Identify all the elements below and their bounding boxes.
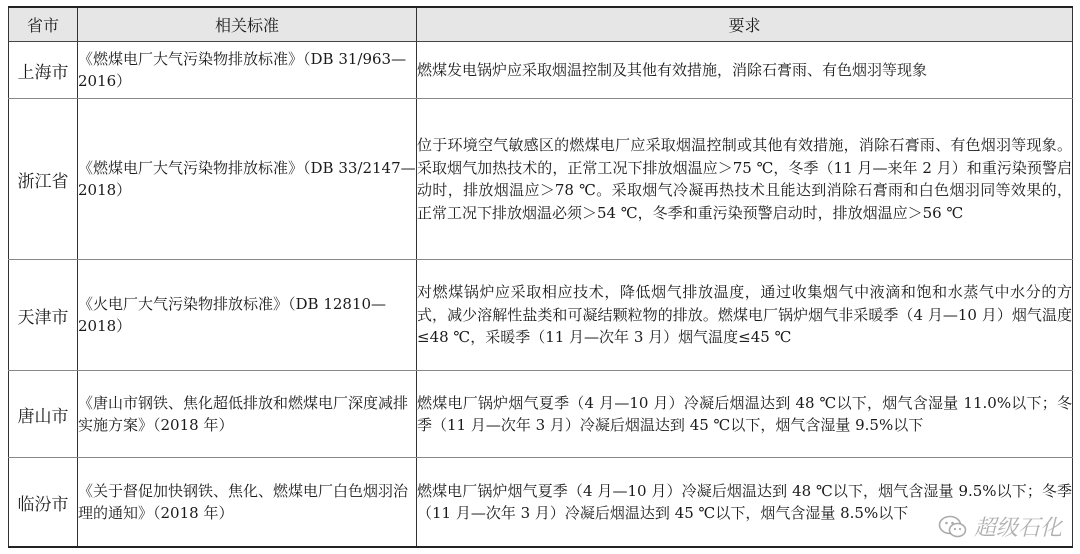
- cell-requirement: 燃煤发电锅炉应采取烟温控制及其他有效措施，消除石膏雨、有色烟羽等现象: [417, 42, 1073, 99]
- header-city: 省市: [9, 7, 78, 42]
- cell-standard: 《关于督促加快钢铁、焦化、燃煤电厂白色烟羽治理的通知》（2018 年）: [78, 458, 417, 548]
- table-row: [9, 99, 1073, 260]
- table-row: [9, 260, 1073, 371]
- table-row: [9, 458, 1073, 548]
- header-standard: 相关标准: [78, 7, 417, 42]
- table-row: [9, 42, 1073, 99]
- table-row: [9, 371, 1073, 458]
- cell-standard: 《燃煤电厂大气污染物排放标准》（DB 31/963—2016）: [78, 42, 417, 99]
- cell-city: 浙江省: [9, 99, 78, 260]
- cell-city: 上海市: [9, 42, 78, 99]
- cell-city: 唐山市: [9, 371, 78, 458]
- cell-city: 临汾市: [9, 458, 78, 548]
- cell-standard: 《唐山市钢铁、焦化超低排放和燃煤电厂深度减排实施方案》（2018 年）: [78, 371, 417, 458]
- cell-requirement: 燃煤电厂锅炉烟气夏季（4 月—10 月）冷凝后烟温达到 48 ℃以下，烟气含湿量 11.0%以下；冬季（11 月—次年 3 月）冷凝后烟温达到 45 ℃以下，烟气含湿量 9.5%以下: [417, 371, 1073, 458]
- cell-standard: 《火电厂大气污染物排放标准》（DB 12810—2018）: [78, 260, 417, 371]
- cell-standard: 《燃煤电厂大气污染物排放标准》（DB 33/2147—2018）: [78, 99, 417, 260]
- header-requirement: 要求: [417, 7, 1073, 42]
- standards-table: [8, 6, 1073, 548]
- cell-city: 天津市: [9, 260, 78, 371]
- cell-requirement: 位于环境空气敏感区的燃煤电厂应采取烟温控制或其他有效措施，消除石膏雨、有色烟羽等现象。采取烟气加热技术的，正常工况下排放烟温应＞75 ℃，冬季（11 月—来年 2 月）和重污染预警启动时，排放烟温应＞78 ℃。采取烟气冷凝再热技术且能达到消除石膏雨和白色烟羽同等效果的，正常工况下排放烟温必须＞54 ℃，冬季和重污染预警启动时，排放烟温应＞56 ℃: [417, 99, 1073, 260]
- watermark-text: 超级石化: [973, 516, 1062, 541]
- cell-requirement: 对燃煤锅炉应采取相应技术，降低烟气排放温度，通过收集烟气中液滴和饱和水蒸气中水分的方式，减少溶解性盐类和可凝结颗粒物的排放。燃煤电厂锅炉烟气非采暖季（4 月—10 月）烟气温度≤48 ℃，采暖季（11 月—次年 3 月）烟气温度≤45 ℃: [417, 260, 1073, 371]
- cell-requirement: 燃煤电厂锅炉烟气夏季（4 月—10 月）冷凝后烟温达到 48 ℃以下，烟气含湿量 9.5%以下；冬季（11 月—次年 3 月）冷凝后烟温达到 45 ℃以下，烟气含湿量 8.5%以下: [417, 458, 1073, 548]
- table-header-row: [9, 7, 1073, 42]
